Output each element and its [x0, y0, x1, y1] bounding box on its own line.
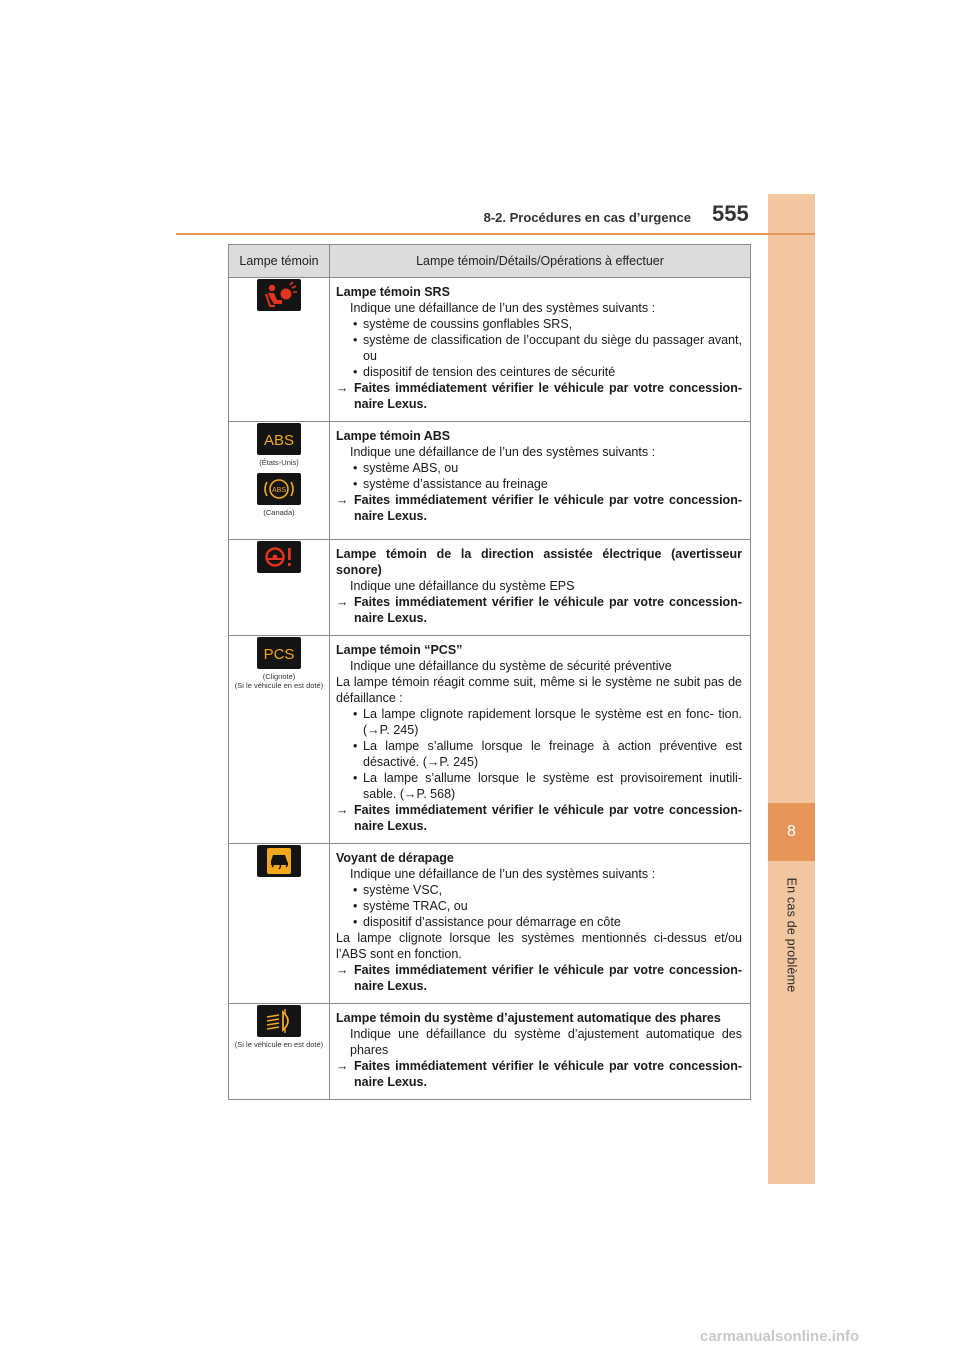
- list-item: • système de classification de l’occupant du siège du passager avant, ou: [336, 332, 742, 364]
- arrow-icon: →: [336, 1059, 349, 1073]
- list-item: • système d’assistance au freinage: [336, 476, 742, 492]
- list-item: • dispositif de tension des ceintures de sécurité: [336, 364, 742, 380]
- list-item: • système VSC,: [336, 882, 742, 898]
- list-item: • dispositif d’assistance pour démarrage en côte: [336, 914, 742, 930]
- list-item: • système ABS, ou: [336, 460, 742, 476]
- lamp-note: La lampe témoin réagit comme suit, même si le système ne subit pas de défaillance :: [336, 675, 742, 705]
- chapter-label: [768, 870, 815, 1000]
- chapter-tab: [768, 194, 815, 1184]
- table-header-row: [229, 245, 751, 278]
- lamp-note: La lampe clignote lorsque les systèmes mentionnés ci-dessus et/ou l’ABS sont en fonction.: [336, 931, 742, 961]
- lamp-description: [330, 636, 751, 844]
- lamp-action-text: Faites immédiatement vérifier le véhicule par votre concession- naire Lexus.: [354, 963, 742, 993]
- lamp-description: [330, 844, 751, 1004]
- lamp-description: [330, 540, 751, 636]
- list-item: • La lampe s’allume lorsque le freinage à action préventive est désactivé. (→P. 245): [336, 738, 742, 770]
- column-header-details: Lampe témoin/Détails/Opérations à effectuer: [330, 245, 751, 278]
- list-item: • La lampe s’allume lorsque le système est provisoirement inutili- sable. (→P. 568): [336, 770, 742, 802]
- lamp-intro: Indique une défaillance du système d’ajustement automatique des phares: [350, 1027, 742, 1057]
- watermark: carmanualsonline.info: [700, 1328, 860, 1345]
- lamp-action-text: Faites immédiatement vérifier le véhicule par votre concession- naire Lexus.: [354, 595, 742, 625]
- arrow-icon: →: [336, 493, 349, 507]
- icon-caption-canada: (Canada): [263, 508, 295, 517]
- lamp-action: [336, 594, 742, 626]
- list-item: • système de coussins gonflables SRS,: [336, 316, 742, 332]
- lamp-description: [330, 422, 751, 540]
- table-row: [229, 278, 751, 422]
- lamp-description: [330, 1004, 751, 1100]
- abs-circle-icon: [257, 473, 301, 505]
- lamp-action-text: Faites immédiatement vérifier le véhicule par votre concession- naire Lexus.: [354, 493, 742, 523]
- lamp-action-text: Faites immédiatement vérifier le véhicule par votre concession- naire Lexus.: [354, 1059, 742, 1089]
- chapter-label-text: En cas de problème: [784, 877, 799, 993]
- list-item: • système TRAC, ou: [336, 898, 742, 914]
- lamp-action-text: Faites immédiatement vérifier le véhicule par votre concession- naire Lexus.: [354, 381, 742, 411]
- chapter-number[interactable]: 8: [768, 803, 815, 861]
- lamp-intro: Indique une défaillance du système de sécurité préventive: [350, 659, 672, 673]
- lamp-title: Lampe témoin du système d’ajustement automatique des phares: [336, 1011, 721, 1025]
- lamp-title: Lampe témoin ABS: [336, 429, 451, 443]
- lamp-icon-cell: [229, 636, 330, 844]
- table-row: [229, 422, 751, 540]
- lamp-intro: Indique une défaillance de l’un des systèmes suivants :: [350, 301, 656, 315]
- table-row: [229, 636, 751, 844]
- headlight-leveling-icon: [257, 1005, 301, 1037]
- svg-text:PCS: PCS: [263, 646, 295, 663]
- lamp-title: Voyant de dérapage: [336, 851, 454, 865]
- list-item: • La lampe clignote rapidement lorsque le système est en fonc- tion. (→P. 245): [336, 706, 742, 738]
- pcs-icon: [257, 637, 301, 669]
- lamp-action: [336, 492, 742, 524]
- column-header-lamp: Lampe témoin: [229, 245, 330, 278]
- arrow-icon: →: [336, 803, 349, 817]
- lamp-action-text: Faites immédiatement vérifier le véhicule par votre concession- naire Lexus.: [354, 803, 742, 833]
- lamp-icon-cell: [229, 278, 330, 422]
- icon-caption-usa: (États-Unis): [259, 458, 299, 467]
- lamp-description: [330, 278, 751, 422]
- section-title: 8-2. Procédures en cas d’urgence: [483, 210, 691, 225]
- lamp-title: Lampe témoin SRS: [336, 285, 450, 299]
- power-steering-warning-icon: [257, 541, 301, 573]
- page-number: 555: [712, 201, 749, 226]
- svg-text:ABS: ABS: [263, 432, 295, 449]
- arrow-icon: →: [336, 381, 349, 395]
- table-row: [229, 844, 751, 1004]
- header-rule: [176, 233, 815, 235]
- lamp-icon-cell: [229, 422, 330, 540]
- table-row: [229, 540, 751, 636]
- lamp-icon-cell: [229, 844, 330, 1004]
- lamp-title: Lampe témoin de la direction assistée électrique (avertisseur sonore): [336, 547, 742, 577]
- slip-indicator-icon: [257, 845, 301, 877]
- arrow-icon: →: [336, 963, 349, 977]
- lamp-intro: Indique une défaillance du système EPS: [350, 579, 575, 593]
- abs-text-icon: [257, 423, 301, 455]
- airbag-warning-icon: [257, 279, 301, 311]
- lamp-icon-cell: [229, 1004, 330, 1100]
- lamp-icon-cell: [229, 540, 330, 636]
- lamp-intro: Indique une défaillance de l’un des systèmes suivants :: [350, 867, 656, 881]
- icon-caption: (Clignote) (Si le véhicule en est doté): [234, 672, 324, 690]
- icon-caption: (Si le véhicule en est doté): [234, 1040, 324, 1049]
- lamp-action: [336, 802, 742, 834]
- lamp-action: [336, 1058, 742, 1090]
- table-row: [229, 1004, 751, 1100]
- lamp-action: [336, 380, 742, 412]
- lamp-title: Lampe témoin “PCS”: [336, 643, 463, 657]
- warning-lamp-table: [228, 244, 751, 1100]
- lamp-action: [336, 962, 742, 994]
- arrow-icon: →: [336, 595, 349, 609]
- svg-text:ABS: ABS: [271, 487, 287, 494]
- lamp-intro: Indique une défaillance de l’un des systèmes suivants :: [350, 445, 656, 459]
